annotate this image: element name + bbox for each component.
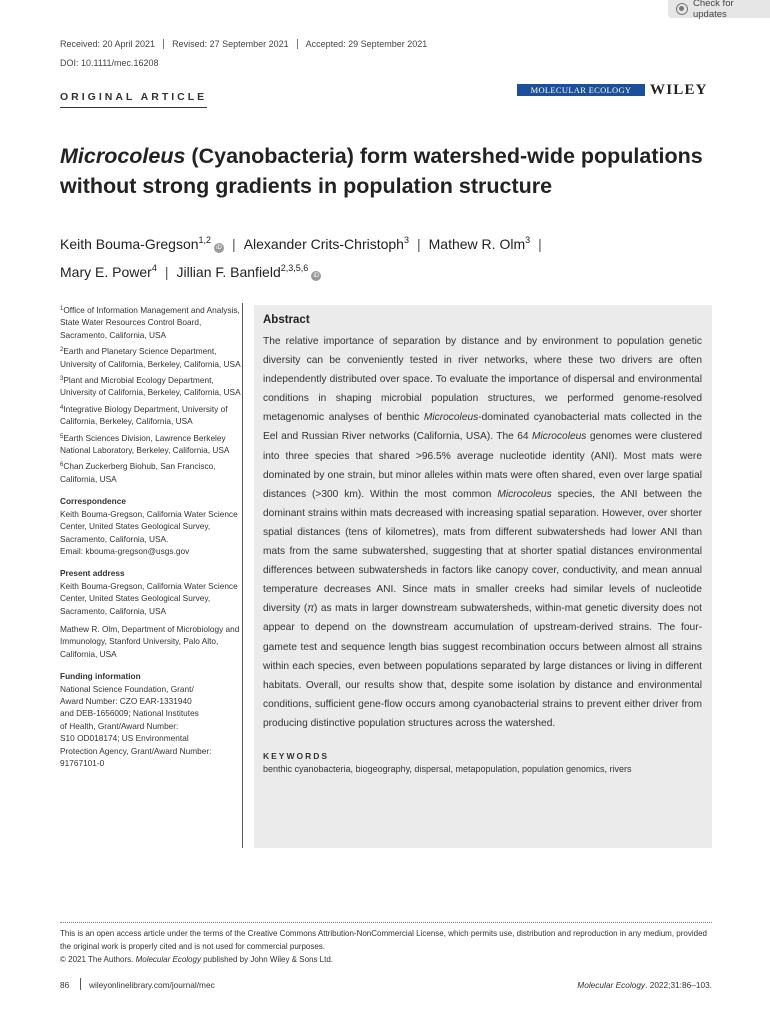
column-divider [242, 303, 243, 848]
author-name: Keith Bouma-Gregson [60, 236, 199, 252]
funding-line: 91767101-0 [60, 758, 105, 768]
author-name: Mathew R. Olm [428, 236, 526, 252]
citation-journal: Molecular Ecology [577, 980, 646, 990]
affiliation-number: 2 [60, 347, 64, 354]
abstract-italic: Microcoleus [423, 412, 479, 424]
abstract-segment: The relative importance of separation by distance and by environment to population genetic diversity can be conveniently tested in river networks, where these two drivers are often independently distributed over space. To evaluate the importance of dispersal and environmental conditions in shaping microbial population structures, we performed genome-resolved metagenomic analyses of benthic [263, 336, 702, 424]
article-dates [60, 39, 435, 49]
abstract-text [263, 332, 702, 733]
author-list [60, 228, 720, 284]
affiliation [60, 303, 242, 341]
affiliation-text: Office of Information Management and Analysis, State Water Resources Control Board, Sacramento, California, USA [60, 305, 240, 340]
author-name: Mary E. Power [60, 264, 152, 280]
title-italic: Microcoleus [60, 144, 186, 168]
author-separator: | [164, 264, 169, 280]
affiliation-number: 4 [60, 404, 64, 411]
affiliation-text: Chan Zuckerberg Biohub, San Francisco, California, USA [60, 461, 216, 484]
author[interactable] [60, 236, 224, 252]
abstract-italic: Microcoleus [497, 488, 552, 500]
author-name: Jillian F. Banfield [176, 264, 281, 280]
footnote-divider [60, 922, 712, 923]
abstract-segment: -dominated cyanobacterial mats collected in the Eel and Russian River networks (California, USA). The 64 [263, 412, 703, 443]
abstract-segment: species, the ANI between the dominant strains within mats decreased with increasing spatial separation. However, over shorter spatial distances (tens of kilometres), mats from different subwatersheds had lower ANI than mats from the same subwatershed, suggesting that at shorter spatial distances environmental differences between subwatersheds in factors like canopy cover, conductivity, and mean annual temperature decreases ANI. Since mats in smaller creeks had similar levels of nucleotide diversity ( [263, 488, 702, 615]
funding-line: Award Number: CZO EAR-1331940 [60, 695, 192, 706]
affiliations [60, 303, 242, 485]
citation-details: . 2022;31:86–103. [645, 980, 712, 990]
revised-date: Revised: 27 September 2021 [163, 39, 297, 49]
crossmark-icon [676, 3, 688, 15]
affiliation [60, 402, 242, 428]
affiliation-text: Integrative Biology Department, University of California, Berkeley, California, USA [60, 403, 228, 427]
author-affiliation-number: 3 [403, 235, 409, 245]
author-name: Alexander Crits-Christoph [243, 236, 404, 252]
present-address-entry: Keith Bouma-Gregson, California Water Science Center, United States Geological Survey, Sacramento, California, USA [60, 580, 238, 616]
accepted-date: Accepted: 29 September 2021 [297, 39, 436, 49]
funding-line: Protection Agency, Grant/Award Number: [60, 745, 212, 756]
author[interactable] [60, 264, 157, 280]
affiliation-number: 6 [60, 462, 64, 469]
abstract-heading: Abstract [263, 314, 310, 326]
copyright-prefix: © 2021 The Authors. [60, 955, 136, 964]
article-type: ORIGINAL ARTICLE [60, 91, 207, 108]
copyright-line [60, 953, 712, 966]
correspondence-text: Keith Bouma-Gregson, California Water Science Center, United States Geological Survey, Sacramento, California, USA. [60, 508, 238, 544]
author-affiliation-number: 2,3,5,6 [280, 263, 309, 273]
doi[interactable]: DOI: 10.1111/mec.16208 [60, 58, 159, 68]
correspondence-email[interactable]: Email: kbouma-gregson@usgs.gov [60, 545, 190, 556]
affiliation [60, 344, 242, 370]
funding-line: National Science Foundation, Grant/ [60, 683, 194, 694]
copyright-suffix: published by John Wiley & Sons Ltd. [200, 955, 334, 964]
affiliation [60, 373, 242, 399]
author[interactable] [244, 236, 409, 252]
author-affiliation-number: 1,2 [198, 235, 212, 245]
funding-line: of Health, Grant/Award Number: [60, 720, 179, 731]
author[interactable] [176, 264, 321, 280]
affiliation-text: Earth Sciences Division, Lawrence Berkeley National Laboratory, Berkeley, California, USA [60, 432, 230, 456]
check-for-updates-badge[interactable] [668, 0, 770, 18]
page-number: 86 [60, 980, 70, 990]
author-affiliation-number: 4 [151, 263, 157, 273]
affiliation [60, 459, 242, 485]
publisher-logo: WILEY [650, 82, 708, 98]
abstract-box [254, 305, 712, 848]
journal-logo: MOLECULAR ECOLOGY [517, 84, 645, 96]
author-separator: | [232, 236, 236, 252]
keywords-text: benthic cyanobacteria, biogeography, dispersal, metapopulation, population genomics, rivers [263, 763, 632, 774]
funding-line: S10 OD018174; US Environmental [60, 733, 189, 744]
orcid-icon[interactable]: iD [311, 271, 321, 281]
citation [577, 980, 712, 990]
funding-line: and DEB-1656009; National Institutes [60, 708, 199, 719]
affiliation-number: 1 [60, 306, 64, 312]
orcid-icon[interactable]: iD [214, 243, 224, 253]
license-notice [60, 927, 712, 966]
copyright-journal: Molecular Ecology [135, 955, 201, 964]
funding-text [60, 683, 242, 770]
affiliation-number: 3 [60, 376, 64, 383]
author[interactable] [429, 236, 530, 252]
journal-url[interactable]: wileyonlinelibrary.com/journal/mec [89, 980, 215, 990]
author-separator: | [538, 236, 542, 252]
author-affiliation-number: 3 [525, 235, 531, 245]
abstract-segment: genomes were clustered into three species that shared >96.5% average nucleotide identity (ANI). Most mats were dominated by one strain, but minor alleles within mats were often shared, even over large spatial distances (>300 km). Within the most common [263, 431, 702, 500]
correspondence-heading: Correspondence [60, 496, 126, 507]
keywords-heading: KEYWORDS [263, 750, 330, 761]
received-date: Received: 20 April 2021 [60, 39, 156, 49]
abstract-italic: Microcoleus [532, 431, 587, 443]
affiliation-text: Earth and Planetary Science Department, University of California, Berkeley, California, USA [60, 346, 241, 369]
abstract-italic: π [307, 603, 315, 615]
funding-heading: Funding information [60, 671, 141, 682]
affiliation [60, 431, 242, 457]
article-title [60, 141, 730, 201]
title-rest: (Cyanobacteria) form watershed-wide populations without strong gradients in population structure [60, 144, 703, 198]
sidebar-info [60, 303, 242, 769]
abstract-segment: ) as mats in larger downstream subwatersheds, within-mat genetic diversity does not appear to depend on the downstream accumulation of upstream-derived strains. The four-gamete test and sequence length bias suggest recombination occurs between almost all strains within each species, even between populations separated by large distances or living in different habitats. Overall, our results show that, despite some isolation by distance and environmental conditions, sufficient gene-flow occurs among cyanobacterial strains to prevent either driver from producing distinctive population structures across the watershed. [263, 603, 702, 729]
present-address-entry: Mathew R. Olm, Department of Microbiology and Immunology, Stanford University, Palo Alto, California, USA [60, 623, 240, 659]
license-text: This is an open access article under the terms of the Creative Commons Attribution-NonCommercial License, which permits use, distribution and reproduction in any medium, provided the original work is properly cited and is not used for commercial purposes. [60, 929, 707, 951]
present-address-heading: Present address [60, 568, 125, 579]
footer-separator [80, 978, 81, 990]
author-separator: | [417, 236, 421, 252]
affiliation-text: Plant and Microbial Ecology Department, University of California, Berkeley, California, USA [60, 375, 241, 398]
check-updates-label: Check for updates [692, 0, 734, 20]
affiliation-number: 5 [60, 433, 64, 440]
